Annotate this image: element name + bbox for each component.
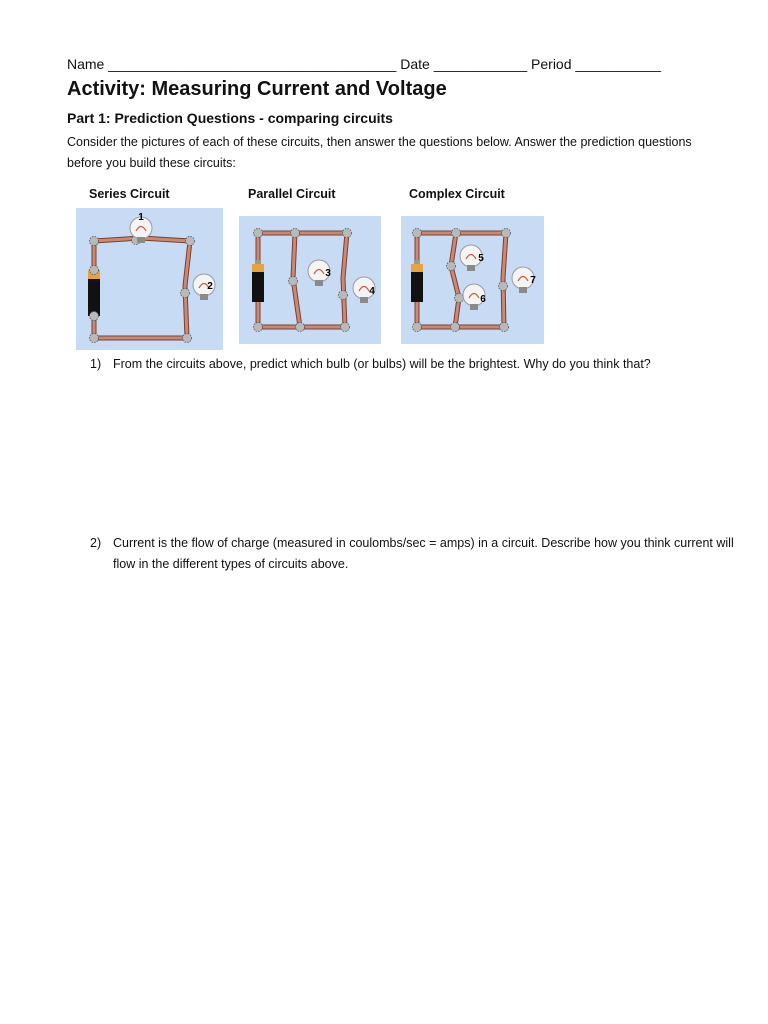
period-label: Period: [531, 56, 572, 72]
question-text: Current is the flow of charge (measured in coulombs/sec = amps) in a circuit. Describe how you think current will flow in the different types of circuits above.: [113, 536, 734, 571]
part-heading: Part 1: Prediction Questions - comparing circuits: [67, 110, 393, 126]
question-text: From the circuits above, predict which bulb (or bulbs) will be the brightest. Why do you think that?: [113, 357, 651, 371]
date-field[interactable]: ____________: [433, 56, 528, 72]
period-field[interactable]: ___________: [575, 56, 662, 72]
bulb-label-3: 3: [325, 268, 331, 279]
parallel-circuit-label: Parallel Circuit: [248, 187, 336, 201]
series-circuit-diagram: [76, 208, 223, 350]
question-number: 1): [90, 357, 102, 371]
series-circuit-label: Series Circuit: [89, 187, 170, 201]
bulb-label-7: 7: [530, 275, 536, 286]
bulb-label-6: 6: [480, 294, 486, 305]
bulb-label-1: 1: [138, 212, 144, 223]
complex-circuit-diagram: [401, 216, 544, 344]
question-2: [90, 533, 735, 575]
question-number: 2): [90, 536, 102, 550]
bulb-label-5: 5: [478, 253, 484, 264]
date-label: Date: [400, 56, 430, 72]
complex-circuit-label: Complex Circuit: [409, 187, 505, 201]
battery-icon: [252, 260, 264, 302]
intro-paragraph: Consider the pictures of each of these circuits, then answer the questions below. Answer the prediction questions before you build these circuits:: [67, 135, 692, 170]
bulb-label-4: 4: [369, 286, 375, 297]
parallel-circuit-diagram: [239, 216, 381, 344]
page-title: Activity: Measuring Current and Voltage: [67, 78, 447, 100]
name-label: Name: [67, 56, 105, 72]
question-1: [90, 354, 735, 375]
bulb-label-2: 2: [207, 281, 213, 292]
battery-icon: [411, 260, 423, 302]
header-fields: [67, 56, 661, 72]
name-field[interactable]: _____________________________________: [108, 56, 397, 72]
